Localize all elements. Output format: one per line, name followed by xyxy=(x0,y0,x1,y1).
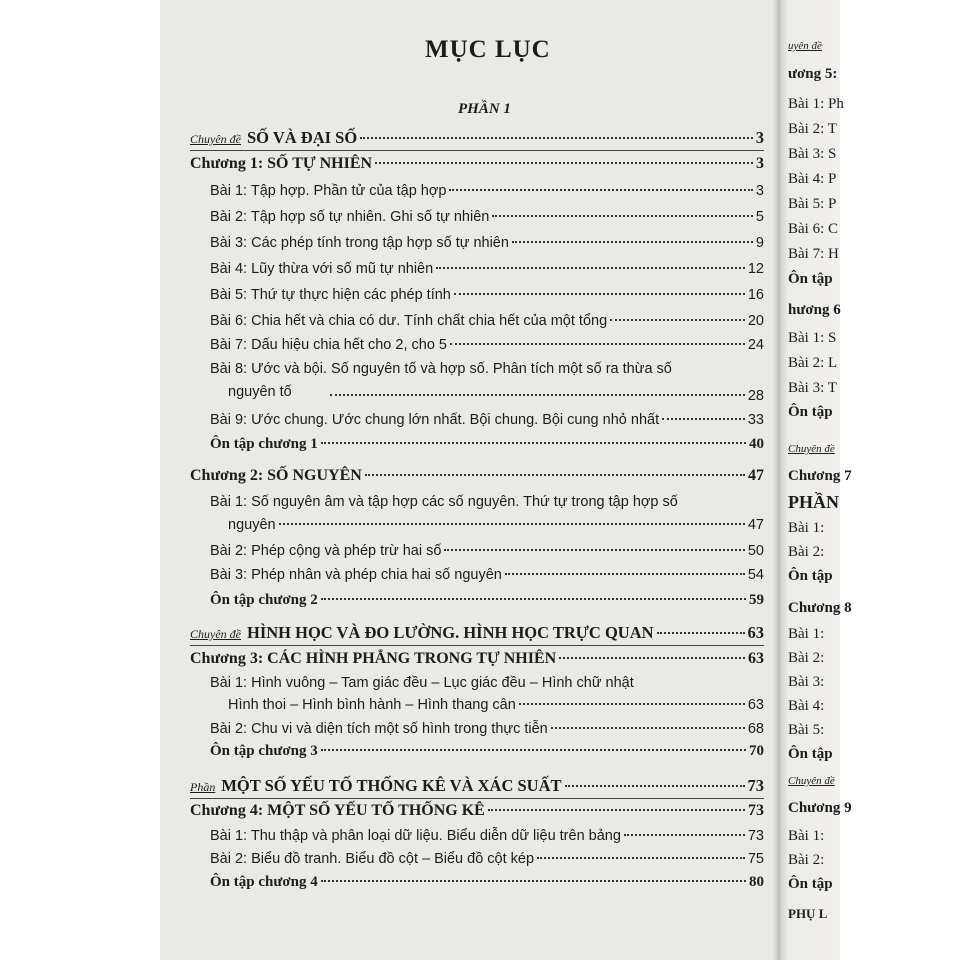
leader-dots xyxy=(450,343,745,345)
page-number: 47 xyxy=(747,517,764,533)
toc-entry-title: Bài 1: Hình vuông – Tam giác đều – Lục giác đều – Hình chữ nhật xyxy=(210,675,634,691)
leader-dots xyxy=(565,785,745,787)
leader-dots xyxy=(279,523,745,525)
page-number: 63 xyxy=(748,650,764,667)
facing-page-line: Chuyên đề xyxy=(788,775,835,787)
page-number: 75 xyxy=(747,851,764,867)
toc-lesson xyxy=(210,494,764,510)
page-number: 16 xyxy=(747,287,764,303)
topic-tag: Chuyên đề xyxy=(190,627,241,641)
page-number: 70 xyxy=(749,743,764,759)
page-number: 73 xyxy=(747,828,764,844)
leader-dots xyxy=(449,189,752,191)
topic-tag: Chuyên đề xyxy=(190,132,241,146)
leader-dots xyxy=(444,549,744,551)
toc-lesson xyxy=(210,412,764,428)
facing-page-line: uyên đề xyxy=(788,40,822,52)
toc-entry-title: SỐ VÀ ĐẠI SỐ xyxy=(246,128,358,147)
facing-page-line: Ôn tập xyxy=(788,404,833,420)
facing-page-line: PHẦN xyxy=(788,492,839,512)
leader-dots xyxy=(360,137,753,139)
toc-topic-number-algebra xyxy=(190,128,764,148)
facing-page-line: Bài 3: xyxy=(788,674,825,690)
leader-dots xyxy=(512,241,753,243)
toc-entry-title: Chương 2: SỐ NGUYÊN xyxy=(190,467,362,484)
leader-dots xyxy=(436,267,745,269)
facing-page-line: ương 5: xyxy=(788,66,838,82)
leader-dots xyxy=(321,442,746,444)
page-number: 9 xyxy=(755,235,764,251)
facing-page-line: Bài 1: xyxy=(788,626,825,642)
toc-entry-title: Bài 9: Ước chung. Ước chung lớn nhất. Bội chung. Bội cung nhỏ nhất xyxy=(210,412,660,428)
toc-chapter-1 xyxy=(190,155,764,173)
toc-entry-title: Bài 4: Lũy thừa với số mũ tự nhiên xyxy=(210,261,434,277)
page-number: 5 xyxy=(755,209,764,225)
leader-dots xyxy=(492,215,753,217)
facing-page-line: Ôn tập xyxy=(788,271,833,287)
facing-page-line: Chuyên đề xyxy=(788,443,835,455)
facing-page-line: Bài 1: xyxy=(788,520,825,536)
facing-page-line: Chương 8 xyxy=(788,600,852,616)
leader-dots xyxy=(657,632,745,634)
toc-lesson-continued xyxy=(210,517,764,533)
toc-lesson xyxy=(210,209,764,225)
toc-entry-title: Chương 3: CÁC HÌNH PHẲNG TRONG TỰ NHIÊN xyxy=(190,650,557,667)
toc-chapter-2 xyxy=(190,467,764,485)
leader-dots xyxy=(454,293,745,295)
toc-review xyxy=(210,743,764,760)
leader-dots xyxy=(551,727,745,729)
toc-entry-title: Bài 3: Phép nhân và phép chia hai số nguyên xyxy=(210,567,502,583)
toc-topic-geometry xyxy=(190,623,764,643)
topic-tag: Phần xyxy=(190,780,216,794)
toc-entry-title: Ôn tập chương 1 xyxy=(210,436,318,452)
page-number: 59 xyxy=(749,592,764,608)
facing-page-line: Chương 7 xyxy=(788,468,852,484)
toc-entry-title: Bài 1: Thu thập và phân loại dữ liệu. Biểu diễn dữ liệu trên bảng xyxy=(210,828,621,844)
page-number: 68 xyxy=(747,721,764,737)
toc-lesson xyxy=(210,675,764,691)
leader-dots xyxy=(375,162,753,164)
page-number: 12 xyxy=(747,261,764,277)
facing-page-line: Bài 2: T xyxy=(788,121,837,137)
facing-page-line: Bài 7: H xyxy=(788,246,839,262)
leader-dots xyxy=(365,474,745,476)
facing-page-line: Chương 9 xyxy=(788,800,852,816)
toc-entry-title: Ôn tập chương 3 xyxy=(210,743,318,759)
facing-page-line: Ôn tập xyxy=(788,568,833,584)
toc-lesson xyxy=(210,337,764,353)
leader-dots xyxy=(519,703,745,705)
page-title: MỤC LỤC xyxy=(425,36,551,63)
toc-topic-statistics xyxy=(190,776,764,796)
facing-page-line: Bài 3: T xyxy=(788,380,837,396)
toc-entry-title: Bài 2: Phép cộng và phép trừ hai số xyxy=(210,543,442,559)
page-number: 28 xyxy=(747,388,764,404)
page-number: 40 xyxy=(749,436,764,452)
toc-entry-title: Bài 2: Tập hợp số tự nhiên. Ghi số tự nhiên xyxy=(210,209,490,225)
facing-page-line: Bài 2: L xyxy=(788,355,838,371)
toc-entry-title: Ôn tập chương 4 xyxy=(210,874,318,890)
toc-lesson xyxy=(210,183,764,199)
facing-page-line: Bài 5: P xyxy=(788,196,837,212)
facing-page-line: hương 6 xyxy=(788,302,841,318)
toc-entry-title: Chương 4: MỘT SỐ YẾU TỐ THỐNG KÊ xyxy=(190,802,485,819)
leader-dots xyxy=(330,394,745,396)
toc-entry-title: Chương 1: SỐ TỰ NHIÊN xyxy=(190,155,373,172)
toc-entry-title: Bài 2: Biểu đồ tranh. Biểu đồ cột – Biểu đồ cột kép xyxy=(210,851,535,867)
divider xyxy=(190,645,764,646)
page-number: 3 xyxy=(755,183,764,199)
toc-entry-title: Bài 5: Thứ tự thực hiện các phép tính xyxy=(210,287,451,303)
facing-page-line: Bài 6: C xyxy=(788,221,839,237)
facing-page-line: Bài 5: xyxy=(788,722,825,738)
toc-lesson xyxy=(210,851,764,867)
toc-lesson xyxy=(210,261,764,277)
page-number: 80 xyxy=(749,874,764,890)
toc-entry-continuation: Hình thoi – Hình bình hành – Hình thang cân xyxy=(228,697,516,713)
facing-page-line: Bài 1: Ph xyxy=(788,96,844,112)
page-number: 33 xyxy=(747,412,764,428)
page-number: 63 xyxy=(747,697,764,713)
toc-lesson xyxy=(210,828,764,844)
toc-chapter-3 xyxy=(190,650,764,668)
leader-dots xyxy=(488,809,745,811)
page-number: 50 xyxy=(747,543,764,559)
facing-page-line: Bài 2: xyxy=(788,852,825,868)
divider xyxy=(190,150,764,151)
toc-entry-title: Bài 6: Chia hết và chia có dư. Tính chất chia hết của một tổng xyxy=(210,313,608,329)
toc-review xyxy=(210,436,764,453)
leader-dots xyxy=(662,418,745,420)
page-number: 3 xyxy=(756,155,764,172)
toc-lesson-leader xyxy=(300,388,764,404)
facing-page-line: Bài 2: xyxy=(788,650,825,666)
page-number: 3 xyxy=(755,128,764,147)
toc-entry-title: Bài 7: Dấu hiệu chia hết cho 2, cho 5 xyxy=(210,337,447,353)
page-number: 47 xyxy=(748,467,764,484)
background-edge xyxy=(840,0,960,960)
page-number: 20 xyxy=(747,313,764,329)
leader-dots xyxy=(321,749,746,751)
part-heading: PHẦN 1 xyxy=(458,101,511,117)
toc-lesson-continued xyxy=(210,697,764,713)
facing-page-line: Bài 4: xyxy=(788,698,825,714)
facing-page-line: Ôn tập xyxy=(788,876,833,892)
toc-lesson xyxy=(210,543,764,559)
toc-lesson xyxy=(210,313,764,329)
toc-chapter-4 xyxy=(190,802,764,820)
facing-page-line: Bài 1: xyxy=(788,828,825,844)
page-number: 73 xyxy=(748,802,764,819)
toc-entry-title: HÌNH HỌC VÀ ĐO LƯỜNG. HÌNH HỌC TRỰC QUAN xyxy=(246,623,654,642)
toc-lesson xyxy=(210,567,764,583)
page-number: 54 xyxy=(747,567,764,583)
toc-entry-title: Bài 1: Số nguyên âm và tập hợp các số nguyên. Thứ tự trong tập hợp số xyxy=(210,494,678,510)
toc-lesson xyxy=(210,287,764,303)
page-number: 24 xyxy=(747,337,764,353)
leader-dots xyxy=(610,319,745,321)
leader-dots xyxy=(321,598,746,600)
toc-entry-title: MỘT SỐ YẾU TỐ THỐNG KÊ VÀ XÁC SUẤT xyxy=(221,776,562,795)
leader-dots xyxy=(559,657,745,659)
leader-dots xyxy=(505,573,745,575)
facing-page-line: Ôn tập xyxy=(788,746,833,762)
toc-lesson xyxy=(210,235,764,251)
facing-page-line: Bài 2: xyxy=(788,544,825,560)
leader-dots xyxy=(624,834,745,836)
toc-lesson xyxy=(210,721,764,737)
toc-entry-continuation: nguyên tố xyxy=(228,384,292,400)
page-number: 63 xyxy=(747,623,764,642)
toc-entry-title: Bài 8: Ước và bội. Số nguyên tố và hợp số. Phân tích một số ra thừa số xyxy=(210,361,672,377)
toc-entry-continuation: nguyên xyxy=(228,517,276,533)
facing-page-line: Bài 1: S xyxy=(788,330,837,346)
toc-entry-title: Bài 3: Các phép tính trong tập hợp số tự nhiên xyxy=(210,235,509,251)
toc-review xyxy=(210,592,764,609)
leader-dots xyxy=(537,857,745,859)
leader-dots xyxy=(321,880,746,882)
facing-page-line: PHỤ L xyxy=(788,906,828,921)
facing-page-line: Bài 4: P xyxy=(788,171,837,187)
page-number: 73 xyxy=(747,776,764,795)
divider xyxy=(190,798,764,799)
toc-lesson xyxy=(210,361,764,377)
toc-entry-title: Ôn tập chương 2 xyxy=(210,592,318,608)
toc-entry-title: Bài 1: Tập hợp. Phần tử của tập hợp xyxy=(210,183,447,199)
toc-review xyxy=(210,874,764,891)
facing-page-line: Bài 3: S xyxy=(788,146,837,162)
toc-entry-title: Bài 2: Chu vi và diện tích một số hình trong thực tiễn xyxy=(210,721,548,737)
